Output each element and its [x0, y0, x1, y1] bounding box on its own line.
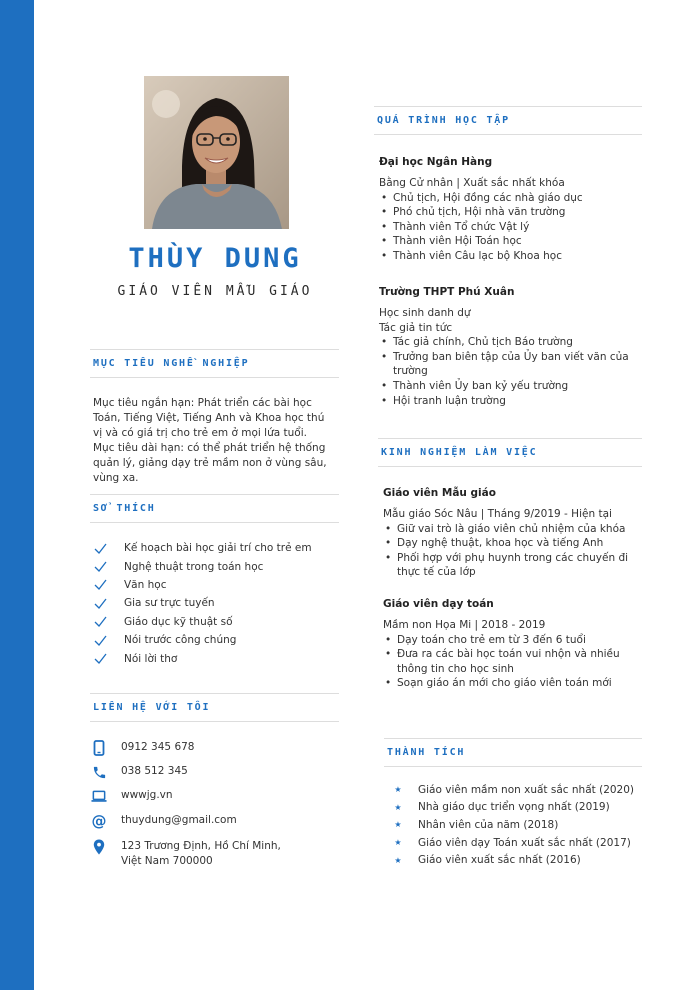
star-icon: ★: [394, 802, 402, 812]
star-icon: ★: [394, 838, 402, 848]
objective-heading-text: MỤC TIÊU NGHỀ NGHIỆP: [93, 358, 250, 369]
laptop-icon: [91, 788, 107, 804]
experience-job-1: [383, 486, 643, 580]
location-pin-icon: [91, 839, 107, 855]
person-name: THÙY DUNG: [128, 243, 302, 274]
left-accent-bar: [0, 0, 34, 990]
education-school-1: [379, 155, 644, 264]
email-link[interactable]: thuydung@gmail.com: [121, 814, 237, 826]
objective-line: vị và có giá trị cho trẻ em ở mọi lứa tuổi.: [93, 427, 307, 439]
achievements-heading-text: THÀNH TÍCH: [387, 747, 466, 758]
interest-label: Văn học: [124, 578, 167, 591]
phone-number[interactable]: 038 512 345: [121, 765, 188, 777]
achievement-label: Nhà giáo dục triển vọng nhất (2019): [418, 801, 610, 814]
job-duty-list: [383, 522, 643, 580]
experience-job-2: [383, 597, 643, 691]
interest-label: Kế hoạch bài học giải trí cho trẻ em: [124, 542, 312, 555]
contact-address: [91, 839, 351, 869]
achievement-item: [392, 799, 652, 817]
mobile-phone-icon: [91, 740, 107, 756]
education-heading: [374, 106, 642, 135]
interest-label: Nghệ thuật trong toán học: [124, 560, 264, 573]
job-duty-list: [383, 633, 643, 691]
contact-website: [91, 788, 351, 804]
website-link[interactable]: wwwjg.vn: [121, 789, 173, 801]
job-position: Giáo viên dạy toán: [383, 598, 494, 610]
contact-mobile: [91, 740, 351, 756]
school-activity: • Hội tranh luận trường: [379, 394, 644, 409]
school-activity: • Thành viên Câu lạc bộ Khoa học: [379, 249, 644, 264]
interests-heading-text: SỞ THÍCH: [93, 503, 156, 514]
mobile-number[interactable]: 0912 345 678: [121, 741, 195, 753]
star-icon: ★: [394, 855, 402, 865]
school-activity: • Thành viên Tổ chức Vật lý: [379, 220, 644, 235]
school-degree: Bằng Cử nhân | Xuất sắc nhất khóa: [379, 177, 565, 189]
objective-line: Mục tiêu dài hạn: có thể phát triển hệ thống: [93, 442, 326, 454]
education-school-2: [379, 285, 644, 408]
school-activity: • Thành viên Hội Toán học: [379, 234, 644, 249]
at-sign-icon: @: [91, 812, 107, 830]
interest-label: Giáo dục kỹ thuật số: [124, 615, 233, 628]
job-duty: • Phối hợp với phụ huynh trong các chuyến đi thực tế của lớp: [383, 551, 643, 580]
job-duty: • Đưa ra các bài học toán vui nhộn và nhiều thông tin cho học sinh: [383, 647, 643, 676]
job-employer: Mầm non Họa Mi | 2018 - 2019: [383, 619, 546, 631]
address-text: 123 Trương Định, Hồ Chí Minh, Việt Nam 700000: [121, 840, 281, 867]
interest-label: Nói lời thơ: [124, 652, 178, 665]
school-activity: • Thành viên Ủy ban kỷ yếu trường: [379, 379, 644, 394]
job-duty: • Soạn giáo án mới cho giáo viên toán mới: [383, 676, 643, 691]
school-activity: • Trưởng ban biên tập của Ủy ban viết văn của trường: [379, 350, 644, 379]
school-honor: Tác giả tin tức: [379, 321, 453, 334]
star-icon: ★: [394, 785, 402, 795]
job-title: GIÁO VIÊN MẪU GIÁO: [117, 284, 313, 299]
objective-line: Toán, Tiếng Việt, Tiếng Anh và Khoa học thú: [93, 412, 325, 424]
achievement-label: Giáo viên xuất sắc nhất (2016): [418, 854, 581, 867]
achievement-item: [392, 781, 652, 799]
phone-icon: [91, 764, 107, 780]
job-duty: • Dạy nghệ thuật, khoa học và tiếng Anh: [383, 536, 643, 551]
school-activity: • Chủ tịch, Hội đồng các nhà giáo dục: [379, 191, 644, 206]
education-heading-text: QUÁ TRÌNH HỌC TẬP: [377, 115, 510, 126]
job-duty: • Giữ vai trò là giáo viên chủ nhiệm của khóa: [383, 522, 643, 537]
interest-label: Gia sư trực tuyến: [124, 597, 215, 610]
school-name: Đại học Ngân Hàng: [379, 156, 493, 168]
achievement-item: [392, 816, 652, 834]
achievement-label: Giáo viên dạy Toán xuất sắc nhất (2017): [418, 836, 631, 849]
school-honor: Học sinh danh dự: [379, 307, 471, 319]
star-icon: ★: [394, 820, 402, 830]
experience-heading-text: KINH NGHIỆM LÀM VIỆC: [381, 447, 538, 458]
achievement-item: [392, 851, 652, 869]
contact-phone: [91, 764, 351, 780]
achievements-heading: [384, 738, 642, 767]
contact-list: [91, 0, 351, 990]
school-activity-list: [379, 335, 644, 408]
achievement-item: [392, 834, 652, 852]
school-name: Trường THPT Phú Xuân: [379, 286, 515, 298]
job-employer: Mẫu giáo Sóc Nâu | Tháng 9/2019 - Hiện tại: [383, 508, 612, 520]
contact-email: [91, 813, 351, 829]
school-activity: • Tác giả chính, Chủ tịch Báo trường: [379, 335, 644, 350]
contact-heading-text: LIÊN HỆ VỚI TÔI: [93, 702, 211, 713]
achievements-list: [392, 781, 652, 869]
interest-label: Nói trước công chúng: [124, 634, 237, 647]
job-duty: • Dạy toán cho trẻ em từ 3 đến 6 tuổi: [383, 633, 643, 648]
achievement-label: Nhân viên của năm (2018): [418, 818, 559, 831]
experience-heading: [378, 438, 642, 467]
job-position: Giáo viên Mẫu giáo: [383, 487, 496, 499]
objective-line: vùng xa.: [93, 472, 139, 484]
objective-line: Mục tiêu ngắn hạn: Phát triển các bài học: [93, 397, 312, 409]
school-activity-list: [379, 191, 644, 264]
achievement-label: Giáo viên mầm non xuất sắc nhất (2020): [418, 783, 635, 796]
school-activity: • Phó chủ tịch, Hội nhà văn trường: [379, 205, 644, 220]
objective-line: quản lý, giảng dạy trẻ mầm non ở vùng sâu,: [93, 457, 327, 469]
